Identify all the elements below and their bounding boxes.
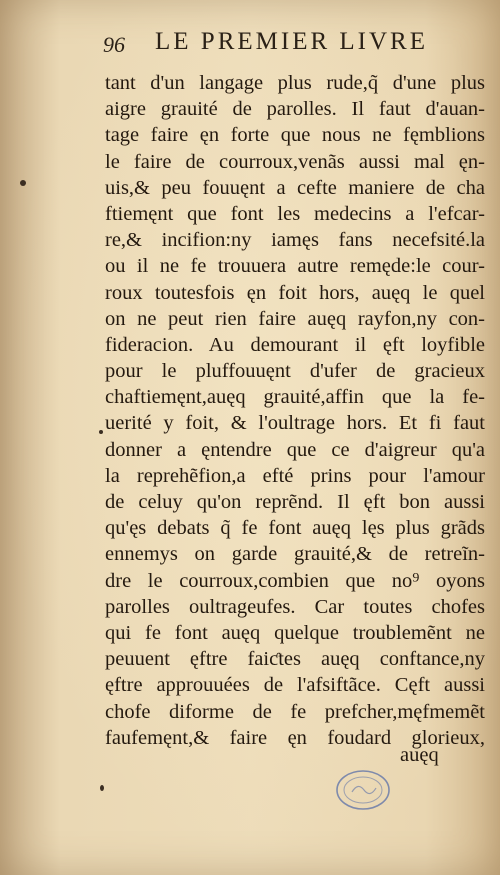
- margin-ink-dot: [20, 180, 26, 186]
- margin-ink-dot: [100, 785, 104, 791]
- text-line: de celuy qu'on reprẽnd. Il ęft bon aussi: [105, 491, 485, 513]
- text-line: la reprehẽfion,a efté prins pour l'amour: [105, 464, 485, 487]
- text-line: ennemys on garde grauité,& de retreĩn-: [105, 543, 485, 566]
- text-line: le faire de courroux,venãs aussi mal ęn-: [105, 150, 485, 173]
- text-line: uerité y foit, & l'oultrage hors. Et fi faut: [105, 412, 485, 435]
- page-header: [103, 28, 463, 58]
- text-line: uis,& peu fouuęnt a cefte maniere de cha: [105, 176, 485, 199]
- text-line: dre le courroux,combien que no⁹ oyons: [105, 569, 485, 592]
- text-line: fideracion. Au demourant il ęft loyfible: [105, 333, 485, 356]
- text-line: chaftiemęnt,auęq grauité,affin que la fe-: [105, 386, 485, 409]
- page-number: 96: [103, 32, 125, 57]
- body-text: [105, 70, 485, 751]
- text-line: tage faire ęn forte que nous ne fęmblions: [105, 124, 485, 147]
- text-line: roux toutesfois ęn foit hors, auęq le quel: [105, 281, 485, 304]
- text-line: re,& incifion:ny iamęs fans necefsité.la: [105, 229, 485, 252]
- margin-ink-dot: [99, 430, 103, 434]
- text-line: ęftre approuuées de l'afsiftãce. Cęft aussi: [105, 674, 485, 697]
- text-line: tant d'un langage plus rude,q̃ d'une plus: [105, 72, 485, 94]
- text-line: faufemęnt,& faire ęn foudard glorieux,: [105, 726, 485, 749]
- text-line: ou il ne fe trouuera autre remęde:le cour-: [105, 255, 485, 278]
- running-head: LE PREMIER LIVRE: [155, 28, 428, 55]
- text-line: parolles oultrageufes. Car toutes chofes: [105, 595, 485, 618]
- text-line: ftiemęnt que font les medecins a l'efcar-: [105, 202, 485, 225]
- text-line: pour le pluffouuęnt d'ufer de gracieux: [105, 360, 485, 383]
- text-line: donner a ęntendre que ce d'aigreur qu'a: [105, 438, 485, 461]
- text-line: on ne peut rien faire auęq rayfon,ny con-: [105, 307, 485, 330]
- text-line: chofe diforme de fe prefcher,męfmemẽt: [105, 700, 485, 723]
- catchword: auęq: [400, 744, 439, 766]
- library-stamp-icon: [334, 768, 392, 812]
- text-line: aigre grauité de parolles. Il faut d'auan-: [105, 98, 485, 121]
- text-line: peuuent ęftre faiƈtes auęq conftance,ny: [105, 648, 485, 671]
- text-line: qui fe font auęq quelque troublemẽnt ne: [105, 621, 485, 644]
- text-line: qu'ęs debats q̃ fe font auęq lęs plus grãds: [105, 517, 485, 540]
